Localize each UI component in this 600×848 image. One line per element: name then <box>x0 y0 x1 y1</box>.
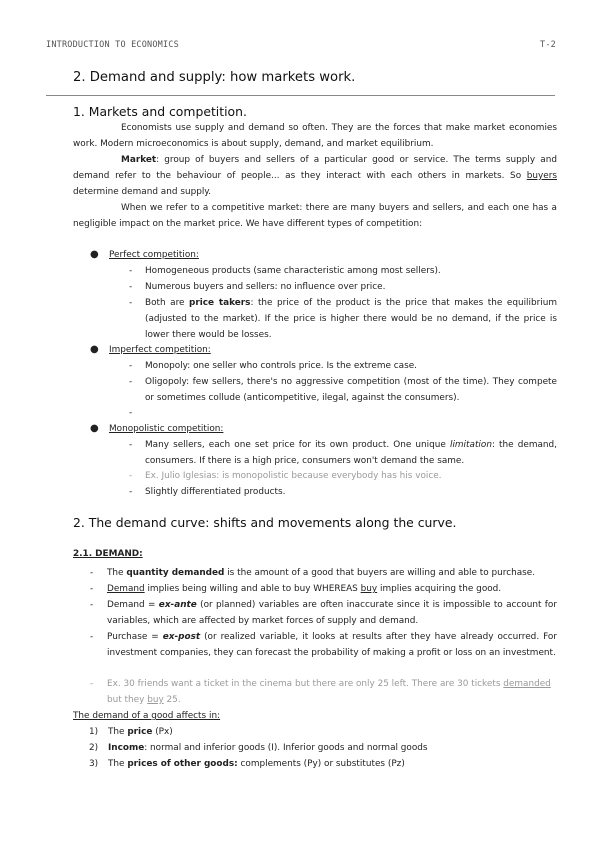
paragraph-market: Market: group of buyers and sellers of a particular good or service. The terms supply and demand refer to the behaviour of people... as they interact with each others in markets. So buyers determine demand and supply. <box>73 155 557 197</box>
page-title: 2. Demand and supply: how markets work. <box>73 70 356 85</box>
running-header: INTRODUCTION TO ECONOMICS <box>46 40 179 50</box>
bullet-label: Perfect competition: <box>109 250 199 260</box>
paragraph-competitive-market: When we refer to a competitive market: there are many buyers and sellers, and each one has a negligible impact on the market price. We have different types of competition: <box>73 203 557 229</box>
term-ex-post: ex-post <box>162 632 201 642</box>
page-number: T-2 <box>540 40 556 50</box>
bullet-label: Imperfect competition: <box>109 345 211 355</box>
term-price-takers: price takers <box>189 298 251 308</box>
title-divider <box>46 95 555 96</box>
term-limitation: limitation <box>449 440 492 450</box>
subsection-heading-demand: 2.1. DEMAND: <box>73 549 143 559</box>
bullet-dot: ● <box>90 423 99 434</box>
paragraph-intro: Economists use supply and demand so often. They are the forces that make market economies work. Modern microeconomics is about supply, demand, and market equilibrium. <box>73 123 557 149</box>
bullet-dot: ● <box>90 344 99 355</box>
bullet-label: Monopolistic competition: <box>109 424 224 434</box>
affects-label: The demand of a good affects in: <box>73 711 221 721</box>
underlined-buyers: buyers <box>526 171 557 181</box>
document-page: INTRODUCTION TO ECONOMICS T-2 2. Demand and supply: how markets work. 1. Markets and competition. Economists use supply and demand so often. They are the forces that make market economies work. Modern microeconomics is about supply, demand, and market equilibrium. Market: group of buyers and sellers of a particular good or service. The terms supply and demand refer to the behaviour of people... as they interact with each others in markets. So buyers determine demand and supply. When we refer to a competitive market: there are many buyers and sellers, and each one has a negligible impact on the market price. We have different types of competition: ● Perfect competition: - Homogeneous products (same characteristic among most sellers). - Numerous buyers and sellers: no influence over price. - Both are price takers: the price of the product is the price that makes the equilibrium (adjusted to the market). If the price is higher there would be no demand, if the price is lower there would be losses. ● Imperfect competition: - Monopoly: one seller who controls price. Is the extreme case. - Oligopoly: few sellers, there's no aggressive competition (most of the time). They compete or sometimes collude (anticompetitive, ilegal, against the consumers). - ● Monopolistic competition: - Many sellers, each one set price for its own product. One unique limitation: the demand, consumers. If there is a high price, consumers won't demand the same. - Ex. Julio Iglesias: is monopolistic because everybody has his voice. - Slightly differentiated products. 2. The demand curve: shifts and movements along the curve. 2.1. DEMAND: - The quantity demanded is the amount of a good that buyers are willing and able to purchase. - Demand implies being willing and able to buy WHEREAS buy implies acquiring the good. - Demand = ex-ante (or planned) variables are often inaccurate since it is impossible to account for variables, which are affected by market forces of supply and demand. - Purchase = ex-post (or realized variable, it looks at results after they have already occurred. For investment companies, they can forecast the probability of making a profit or loss on an investment. - Ex. 30 friends want a ticket in the cinema but there are only 25 left. There are 30 tickets demanded but they buy 25. The demand of a good affects in: 1) The price (Px) 2) Income: normal and inferior goods (I). Inferior goods and normal goods 3) The prices of other goods: complements (Py) or substitutes (Pz) <box>46 40 558 769</box>
term-market: Market <box>121 155 157 165</box>
bullet-dot: ● <box>90 249 99 260</box>
term-quantity-demanded: quantity demanded <box>126 568 225 578</box>
section-heading-markets: 1. Markets and competition. <box>73 104 247 119</box>
term-ex-ante: ex-ante <box>158 600 197 610</box>
section-heading-demand-curve: 2. The demand curve: shifts and movements along the curve. <box>73 515 457 530</box>
